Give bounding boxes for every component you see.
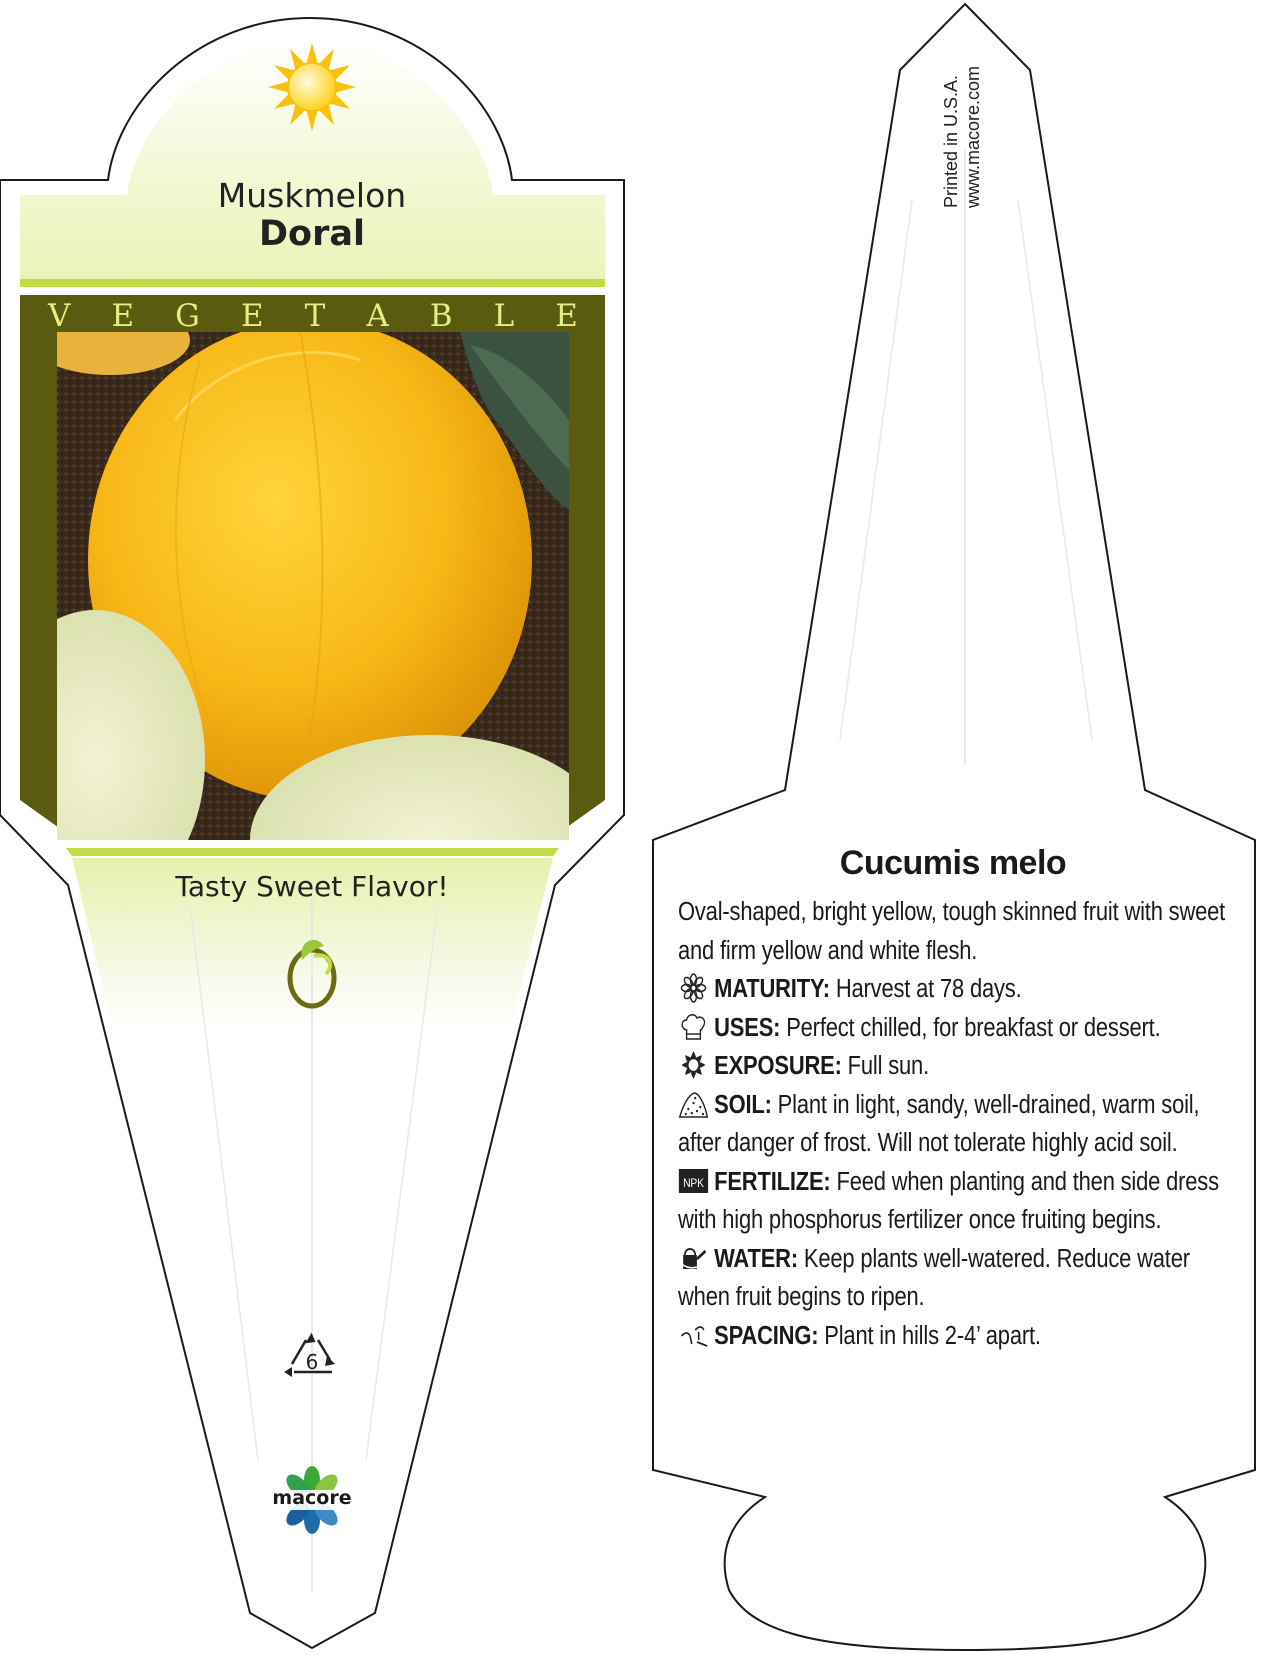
recycle-code: 6	[305, 1350, 319, 1374]
category-letter: A	[366, 298, 389, 334]
spacing-icon	[678, 1320, 709, 1350]
care-label: FERTILIZE:	[714, 1167, 831, 1196]
chef-hat-icon	[678, 1012, 709, 1042]
npk-icon	[678, 1166, 709, 1196]
description: Oval-shaped, bright yellow, tough skinned fruit with sweet and firm yellow and white flesh.	[678, 898, 1226, 965]
care-info	[678, 844, 1258, 1355]
care-item-spacing	[678, 1317, 1246, 1356]
care-item-water	[678, 1240, 1246, 1317]
category-letter: E	[240, 298, 264, 334]
category-band	[48, 298, 578, 334]
care-label: MATURITY:	[714, 975, 830, 1003]
care-text: Feed when planting and then side dress with high phosphorus fertilizer once fruiting begins.	[678, 1167, 1219, 1234]
common-name: Muskmelon	[217, 176, 407, 215]
care-label: EXPOSURE:	[714, 1052, 842, 1080]
brand-logo-text: macore	[272, 1487, 352, 1509]
flower-icon	[678, 973, 709, 1003]
watering-can-icon	[678, 1243, 709, 1273]
care-text: Full sun.	[841, 1052, 930, 1080]
care-label: SOIL:	[714, 1090, 772, 1119]
botanical-name: Cucumis melo	[839, 844, 1067, 882]
care-item-fertilize	[678, 1163, 1246, 1240]
care-text: Harvest at 78 days.	[829, 975, 1022, 1003]
category-letter: G	[175, 298, 200, 334]
care-label: USES:	[714, 1013, 781, 1042]
care-item-maturity	[678, 970, 1246, 1009]
care-text: Plant in light, sandy, well-drained, warm soil, after danger of frost. Will not tolerate highly acid soil.	[678, 1090, 1200, 1157]
care-label: WATER:	[714, 1244, 798, 1273]
back-tag-outline	[653, 4, 1255, 1650]
printed-in: Printed in U.S.A.	[941, 74, 961, 208]
npk-label: NPK	[683, 1176, 704, 1190]
category-letter: B	[429, 298, 453, 334]
care-text: Keep plants well-watered. Reduce water when fruit begins to ripen.	[678, 1244, 1190, 1311]
soil-icon	[678, 1089, 709, 1119]
printed-credit	[940, 66, 984, 208]
category-letter: L	[493, 298, 515, 334]
category-letter: V	[48, 298, 71, 334]
tagline: Tasty Sweet Flavor!	[175, 870, 449, 903]
sun-icon	[678, 1050, 709, 1080]
category-letter: T	[304, 298, 326, 334]
care-text: Plant in hills 2-4’ apart.	[818, 1321, 1041, 1350]
care-item-soil	[678, 1086, 1246, 1163]
variety-name: Doral	[259, 214, 365, 254]
website: www.macore.com	[963, 65, 983, 208]
care-item-exposure	[678, 1047, 1246, 1086]
category-letter: E	[111, 298, 135, 334]
care-label: SPACING:	[714, 1321, 819, 1350]
care-text: Perfect chilled, for breakfast or dessert.	[780, 1013, 1161, 1042]
category-letter: E	[555, 298, 578, 334]
care-item-uses	[678, 1009, 1246, 1048]
